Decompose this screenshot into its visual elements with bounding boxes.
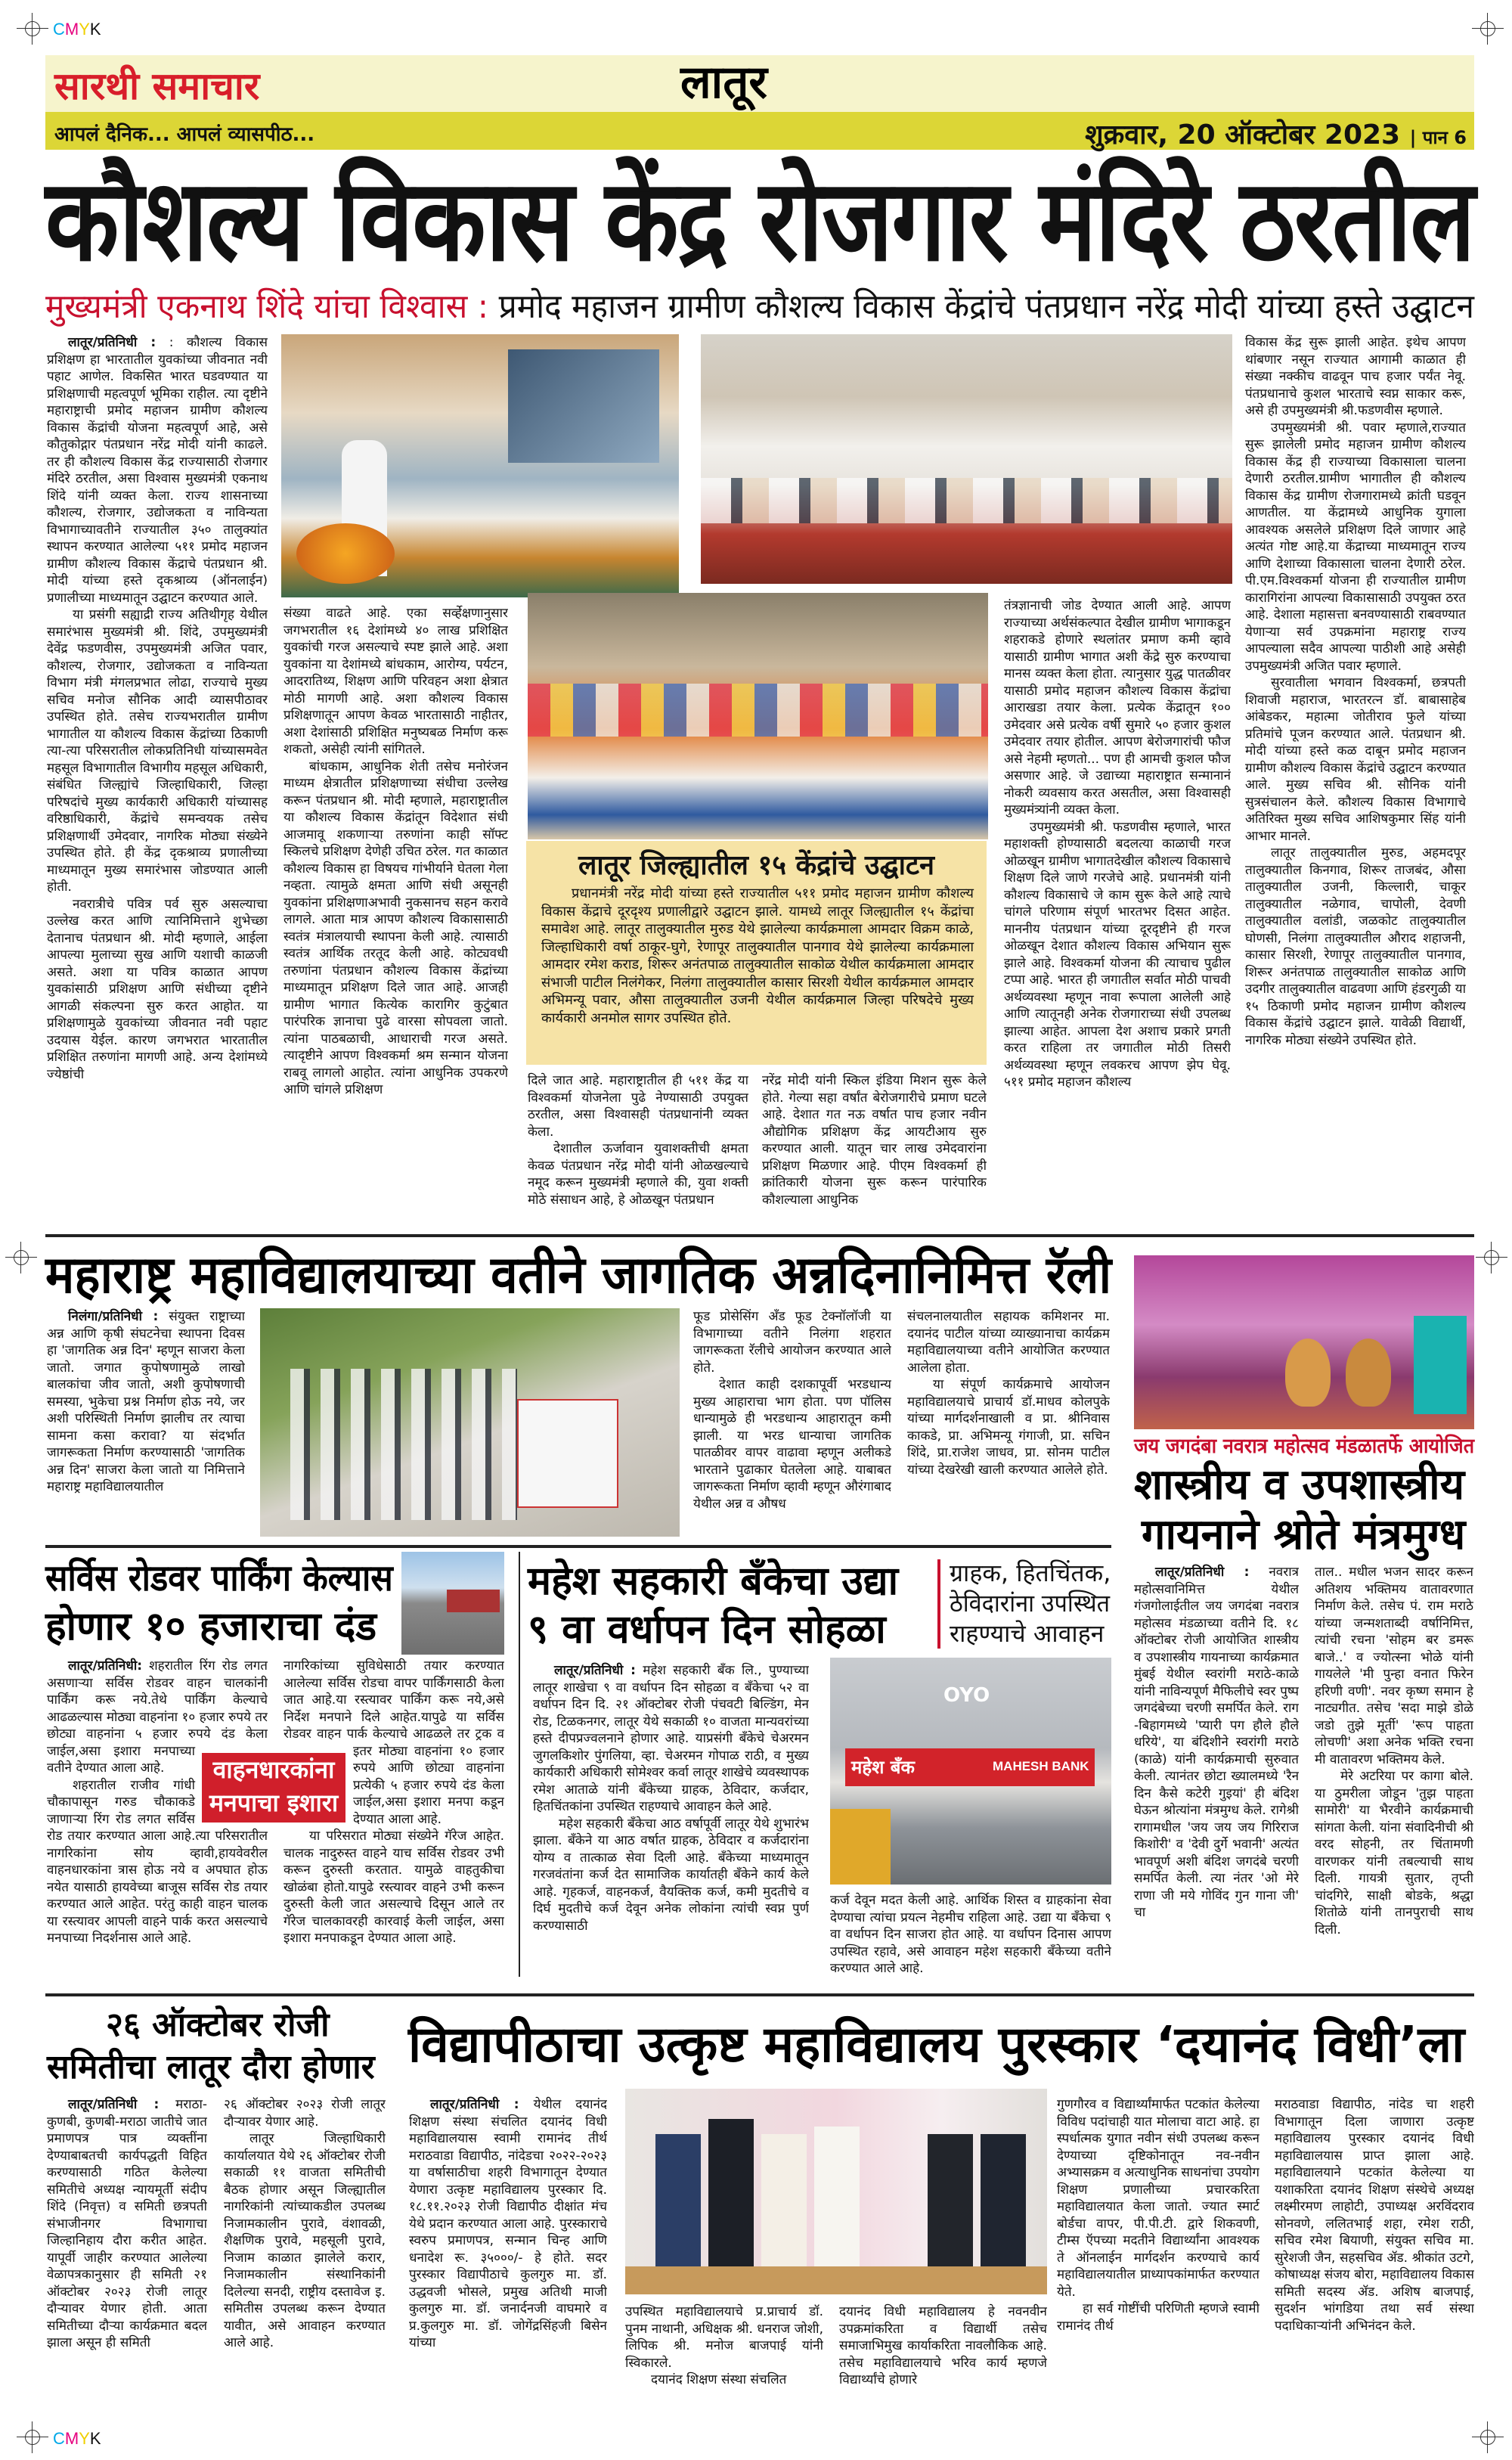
- photo-music-performance: [1134, 1255, 1474, 1429]
- paragraph: तंत्रज्ञानाची जोड देण्यात आली आहे. आपण राज्याच्या अर्थसंकल्पात देखील ग्रामीण भागाकडून शहराकडे होणारे स्थलांतर प्रमाण कमी व्हावे यासाठी ग्रामीण भागात अशी केंद्रे सुरु करण्याचा मानस व्यक्त केला होता. त्यानुसार युद्ध पातळीवर यासाठी प्रमोद महाजन कौशल्य विकास केंद्रांचा आराखडा तयार केला. प्रत्येक केंद्रातून १०० उमेदवार असे प्रत्येक वर्षी सुमारे ५० हजार कुशल उमेदवार तयार होतील. आपण बेरोजगारांची फौज असे नेहमी म्हणतो... पण ही आमची कुशल फौज असणार आहे. जे उद्याच्या महाराष्ट्रात सन्मानानं नोकरी व्यवसाय करत असतील, असा विश्वासही मुख्यमंत्र्यांनी व्यक्त केला.: [1004, 598, 1231, 817]
- main-story-column-4: [762, 1072, 987, 1227]
- byline: लातूर/प्रतिनिधी :: [68, 2097, 160, 2112]
- paragraph: नवरात्रीचे पवित्र पर्व सुरु असल्याचा उल्लेख करत आणि त्यानिमित्ताने शुभेच्छा देतानाच पंतप्रधान श्री. मोदी म्हणाले, आईला आपल्या मुलाच्या सुख आणि यशाची काळजी असते. अशा या पवित्र काळात आपण युवकांसाठी प्रशिक्षण आणि संधीच्या दृष्टीने आगळी संकल्पना सुरु करत आहोत. या प्रशिक्षणामुळे युवकांच्या जीवनात नवी पहाट उदयास येईल. कारण जगभरात भारतातील प्रशिक्षित तरुणांना मागणी आहे. अन्य देशांमध्ये ज्येष्ठांची: [47, 896, 268, 1082]
- page-number: | पान 6: [1409, 127, 1467, 148]
- registration-mark-icon: [23, 19, 42, 39]
- registration-mark-icon: [1478, 2427, 1498, 2447]
- newspaper-logo: सारथी समाचार: [54, 64, 260, 108]
- rally-column-2: [693, 1308, 891, 1539]
- music-headline-line-2: गायनाने श्रोते मंत्रमुग्ध: [1142, 1510, 1466, 1559]
- paragraph: उपस्थित महाविद्यालयाचे प्र.प्राचार्य डॉ. पुनम नाथानी, अधिक्षक श्री. धनराज जोशी, लिपिक श्री. मनोज बाजपाई यांनी स्विकारले.: [625, 2304, 823, 2371]
- parking-headline-line-1: सर्विस रोडवर पार्किंग केल्यास: [45, 1557, 393, 1599]
- photo-sign-oyo: OYO: [943, 1684, 990, 1707]
- paragraph: या परिसरात मोठ्या संख्येने गॅरेज आहेत. चालक नादुरुस्त वाहने याच सर्विस रोडवर उभी करून दुरुस्ती करतात. यामुळे वाहतुकीचा खोळंबा होतो.यापुढे रस्त्यावर वाहने उभी करून दुरुस्ती केली जात असल्याचे दिसून आले तर गॅरेज चालकावरही कारवाई केली जाईल, असा इशारा मनपाकडून देण्यात आला आहे.: [284, 1829, 504, 1946]
- cmyk-m: M: [64, 20, 79, 39]
- paragraph: फूड प्रोसेसिंग अँड फूड टेक्नॉलॉजी या विभागाच्या वतीने निलंगा शहरात जागरूकता रॅलीचे आयोजन करण्यात आले होते.: [693, 1309, 891, 1376]
- byline: लातूर/प्रतिनिधी :: [68, 335, 156, 350]
- section-divider: [45, 1234, 1474, 1237]
- samiti-headline-line-2: समितीचा लातूर दौरा होणार: [47, 2048, 375, 2086]
- registration-mark-icon: [23, 2427, 42, 2447]
- callout-line-2: मनपाचा इशारा: [209, 1788, 339, 1817]
- paragraph: मराठवाडा विद्यापीठ, नांदेड चा शहरी विभागातून दिला जाणारा उत्कृष्ट महाविद्यालय पुरस्कार दयानंद विधी महाविद्यालयास प्राप्त झाला आहे. महाविद्यालयाने पटकांत केलेल्या या यशाकरिता दयानंद शिक्षण संस्थेचे अध्यक्ष लक्ष्मीरमण लाहोटी, उपाध्यक्ष अरविंदराव सोनवणे, ललितभाई शहा, रमेश राठी, सचिव रमेश बियाणी, संयुक्त सचिव मा. सुरेशजी जैन, सहसचिव ॲड. श्रीकांत उटगे, कोषाध्यक्ष संजय बोरा, महाविद्यालय विकास समिती सदस्य ॲड. अशिष बाजपाई, सुदर्शन भांगडिया तथा सर्व संस्था पदाधिकाऱ्यांनी अभिनंदन केले.: [1275, 2097, 1474, 2334]
- music-column-2: [1315, 1564, 1473, 1980]
- paragraph: सुरवातीला भगवान विश्वकर्मा, छत्रपती शिवाजी महाराज, भारतरत्न डॉ. बाबासाहेब आंबेडकर, महात्मा जोतीराव फुले यांच्या प्रतिमांचे पूजन करण्यात आले. पंतप्रधान श्री. मोदी यांच्या हस्ते कळ दाबून प्रमोद महाजन ग्रामीण कौशल्य विकास केंद्रांचे उद्घाटन करण्यात आले. मुख्य सचिव श्री. सौनिक यांनी सुत्रसंचालन केले. कौशल्य विकास विभागाचे अतिरिक्त मुख्य सचिव आशिषकुमार सिंह यांनी आभार मानले.: [1245, 675, 1466, 844]
- cmyk-k: K: [89, 2429, 101, 2448]
- dayanand-headline: विद्यापीठाचा उत्कृष्ट महाविद्यालय पुरस्कार ‘दयानंद विधी’ला: [408, 2015, 1465, 2074]
- paragraph: नागरिकांच्या सुविधेसाठी तयार करण्यात आलेल्या सर्विस रोडचा वापर पार्किंगसाठी केला जात आहे.या रस्त्यावर पार्किंग करू नये,असे निर्देश मनपाने दिले आहेत.यापुढे या सर्विस रोडवर वाहन पार्क केल्याचे आढळले तर ट्रक व इतर मोठ्या वाहनांना १० हजार रुपये आणि छोट्या वाहनांना प्रत्येकी ५ हजार रुपये दंड केला जाईल,असा इशारा मनपा कडून देण्यात आला आहे.: [284, 1658, 504, 1827]
- registration-mark-icon: [1482, 1248, 1501, 1267]
- cmyk-y: Y: [79, 20, 90, 39]
- bank-signboard: [845, 1748, 1095, 1786]
- main-story-column-6: [1245, 334, 1466, 1227]
- paragraph: महेश सहकारी बँकेचा आठ वर्षापूर्वी लातूर येथे शुभारंभ झाला. बँकेने या आठ वर्षात ग्राहक, ठेविदार व कर्जदारांना योग्य व तात्काळ सेवा दिली आहे. बँकेच्या माध्यमातून गरजवंतांना कर्ज देत सामाजिक कार्यातही बँकेने कार्य केले आहे. गृहकर्ज, वाहनकर्ज, वैयक्तिक कर्ज, कमी मुदतीचे व दिर्घ मुदतीचे कर्ज देवून अनेक लोकांना त्यांची स्वप्न पुर्ण करण्यासाठी: [533, 1816, 809, 1934]
- highlight-box-text: प्रधानमंत्री नरेंद्र मोदी यांच्या हस्ते राज्यातील ५११ प्रमोद महाजन ग्रामीण कौशल्य विकास केंद्राचे दूरदृश्य प्रणालीद्वारे उद्घाटन झाले. यामध्ये लातूर जिल्ह्यातील १५ केंद्रांचा समावेश आहे. लातूर तालुक्यातील मुरुड येथे झालेल्या कार्यक्रमाला आमदार विक्रम काळे, जिल्हाधिकारी वर्षा ठाकूर-घुगे, रेणापूर तालुक्यातील पानगाव येथे झालेल्या कार्यक्रमाला आमदार रमेश कराड, शिरूर अनंतपाळ तालुक्यातील साकोळ येथील कार्यक्रमाला आमदार संभाजी पाटील निलंगेकर, निलंगा तालुक्यातील कासार सिरशी येथील कार्यक्रमाल आमदार अभिमन्यू पवार, औसा तालुक्यातील उजनी येथील कार्यक्रमाल जिल्हा परिषदेचे मुख्य कार्यकारी अनमोल सागर उपस्थित होते.: [541, 886, 974, 1026]
- photo-mahesh-bank-building: [830, 1658, 1111, 1885]
- paragraph: ताल.. मधील भजन सादर करून अतिशय भक्तिमय वातावरणात निर्माण केले. तसेच पं. राम मराठे यांच्या जन्मशताब्दी वर्षानिमित्त, त्यांची रचना 'सोहम बर डमरू बाजे..' व ज्योत्स्ना भोळे यांनी गायलेले 'मी पुन्हा वनात फिरेन हरिणी वणी'. नवर कृष्ण समान हे नाट्यगीत. तसेच 'सदा माझे डोळे जडो तुझे मूर्ती' 'रूप पाहता लोचणी' अशा अनेक भक्ति रचना मी वातावरण भक्तिमय केले.: [1315, 1565, 1473, 1767]
- bank-headline-line-2: ९ वा वर्धापन दिन सोहळा: [528, 1607, 886, 1652]
- paragraph: देशातील ऊर्जावान युवाशक्तीची क्षमता केवळ पंतप्रधान नरेंद्र मोदी यांनी ओळखल्याचे नमूद करून मुख्यमंत्री म्हणाले की, युवा शक्ती मोठे संसाधन आहे, हे ओळखून पंतप्रधान: [528, 1141, 748, 1208]
- photo-award-ceremony: [625, 2089, 1047, 2294]
- paragraph: हा सर्व गोष्टींची परिणिती म्हणजे स्वामी रामानंद तीर्थ: [1057, 2301, 1259, 2334]
- registration-mark-icon: [1478, 19, 1498, 39]
- subhead-text: प्रमोद महाजन ग्रामीण कौशल्य विकास केंद्रांचे पंतप्रधान नरेंद्र मोदी यांच्या हस्ते उद्घाटन: [488, 287, 1474, 326]
- photo-audience-hall: [701, 334, 1232, 584]
- paragraph: बांधकाम, आधुनिक शेती तसेच मनोरंजन माध्यम क्षेत्रातील प्रशिक्षणाच्या संधीचा उल्लेख करून पंतप्रधान श्री. मोदी म्हणाले, महाराष्ट्रातील या कौशल्य विकास केंद्रांतून विदेशात संधी आजमावू शकणाऱ्या तरुणांना काही सॉफ्ट स्किलचे प्रशिक्षण देणेही उचित ठरेल. गत काळात कौशल्य विकास हा विषयच गांभीर्याने घेतला गेला नव्हता. त्यामुळे क्षमता आणि संधी असूनही युवकांना प्रशिक्षणाअभावी नुकसानच सहन करावे लागले. आता मात्र आपण कौशल्य विकासासाठी स्वतंत्र मंत्रालयाची स्थापना केली आहे. त्यासाठी स्वतंत्र आर्थिक तरतूद केली आहे. कोट्यवधी तरुणांना पंतप्रधान कौशल्य विकास केंद्रांच्या माध्यमातून प्रशिक्षण दिले जात आहे. आजही ग्रामीण भागात कित्येक कारागिर कुटुंबात पारंपरिक ज्ञानाचा पुढे वारसा सोपवला जातो. त्यांना पाठबळाची, आधाराची गरज असते. त्यादृष्टीने आपण विश्वकर्मा श्रम सन्मान योजना राबवू लागलो आहोत. त्यांना आधुनिक उपकरणे आणि चांगले प्रशिक्षण: [284, 758, 508, 1097]
- paragraph: [1134, 1564, 1299, 1922]
- photo-service-road: [401, 1552, 504, 1655]
- paragraph: दयानंद विधी महाविद्यालय हे नवनवीन उपक्रमांकरिता व विद्यार्थी तसेच समाजाभिमुख कार्याकरिता नावलौकिक आहे. तसेच महाविद्यालयाचे भरिव कार्य म्हणजे विद्यार्थ्यांचे होणारे: [839, 2304, 1047, 2387]
- cmyk-mark: [53, 20, 101, 39]
- bank-column-1: [533, 1662, 809, 1978]
- highlight-box-title: लातूर जिल्ह्यातील १५ केंद्रांचे उद्घाटन: [578, 850, 935, 881]
- paragraph-text: मराठा-कुणबी, कुणबी-मराठा जातीचे जात प्रमाणपत्र पात्र व्यक्तींना देण्याबाबतची कार्यपद्धती विहित करण्यासाठी गठित केलेल्या समितीचे अध्यक्ष न्यायमूर्ती संदीप शिंदे (निवृत्त) व समिती छत्रपती संभाजीनगर विभागाचा जिल्हानिहाय दौरा करीत आहेत. यापूर्वी जाहीर करण्यात आलेल्या वेळापत्रकानुसार ही समिती २१ ऑक्टोबर २०२३ रोजी लातूर दौऱ्यावर येणार होती. आता समितीच्या दौऱ्या कार्यक्रमात बदल झाला असून ही समिती: [47, 2097, 207, 2350]
- rally-column-1: [47, 1308, 245, 1539]
- paragraph: [47, 1308, 245, 1496]
- photo-rally: [260, 1308, 680, 1537]
- main-subheadline: [45, 287, 1474, 327]
- paragraph: लातूर जिल्हाधिकारी कार्यालयात येथे २६ ऑक्टोबर रोजी सकाळी ११ वाजता समितीची बैठक होणार असून जिल्ह्यातील नागरिकांनी त्यांच्याकडील उपलब्ध निजामकालीन पुरावे, वंशावळी, शैक्षणिक पुरावे, महसूली पुरावे, निजाम काळात झालेले करार, निजामकालीन संस्थानिकांनी दिलेल्या सनदी, राष्ट्रीय दस्तावेज इ. समितीस उपलब्ध करून देण्यात यावीत, असे आवाहन करण्यात आले आहे.: [224, 2131, 386, 2350]
- paragraph: [47, 334, 268, 606]
- samiti-headline-line-1: २६ ऑक्टोबर रोजी: [106, 2006, 330, 2044]
- byline: लातूर/प्रतिनिधी :: [554, 1663, 636, 1678]
- dayanand-column-4: [1057, 2096, 1259, 2399]
- cmyk-c: C: [53, 2429, 65, 2448]
- paragraph: उपमुख्यमंत्री श्री. फडणवीस म्हणाले, भारत महाशक्ती होण्यासाठी बदलत्या काळाची गरज ओळखून ग्रामीण भागातदेखील कौशल्य विकासाचे शिक्षण दिले जाणे गरजेचे आहे. प्रधानमंत्री यांनी कौशल्य विकासाचे जे काम सुरू केले आहे त्याचे चांगले परिणाम संपूर्ण भारतभर दिसत आहेत. माननीय पंतप्रधान यांच्या दूरदृष्टीने ही गरज ओळखून देशात कौशल्य विकास अभियान सुरू झाले आहे. विश्वकर्मा योजना की त्याचाच पुढील टप्पा आहे. भारत ही जगातील सर्वात मोठी पाचवी अर्थव्यवस्था म्हणून नावा रूपाला आलेली आहे आणि त्यातूनही अनेक रोजगाराच्या संधी उपलब्ध झाल्या आहेत. आपला देश अशाच प्रकारे प्रगती करत राहिला तर जगातील मोठी तिसरी अर्थव्यवस्था म्हणून लवकरच आपण झेप घेवू. ५११ प्रमोद महाजन कौशल्य: [1004, 819, 1231, 1090]
- main-story-column-1: [47, 334, 268, 1227]
- byline: लातूर/प्रतिनिधी:: [68, 1658, 143, 1674]
- paragraph-text: नवरात्र महोत्सवानिमित्त येथील गंजगोलाईतील जय जगदंबा नवरात्र महोत्सव मंडळाच्या वतीने दि. १८ ऑक्टोबर रोजी आयोजित शास्त्रीय व उपशास्त्रीय गायनाच्या कार्यक्रमात मुंबई येथील स्वरांगी मराठे-काळे यांनी नाविन्यपूर्ण मैफिलीचे स्वर पुष्प जगदंबेच्या चरणी समर्पित केले. राग -बिहागमध्ये 'प्यारी पग हौले हौले धरिये', या बंदिशीने स्वरांगी मराठे (काळे) यांनी कार्यक्रमाची सुरुवात केली. त्यानंतर छोटा ख्यालमध्ये 'रैन दिन कैसे कटेरी गुइयां' ही बंदिश घेऊन श्रोत्यांना मंत्रमुग्ध केले. रागेश्री रागामधील 'जय जय जय गिरिराज किशोरी' व 'देवी दुर्गे भवानी' अत्यंत भावपूर्ण अशी बंदिश जगदंबे चरणी समर्पित केली. त्या नंतर 'ओ मेरे राणा जी मये गोविंद गुन गाना जी' चा: [1134, 1565, 1299, 1920]
- paragraph-text: संयुक्त राष्ट्राच्या अन्न आणि कृषी संघटनेचा स्थापना दिवस हा 'जागतिक अन्न दिन' म्हणून साजरा केला जातो. जगात कुपोषणामुळे लाखो बालकांचा जीव जातो, अशी कुपोषणाची समस्या, भुकेचा प्रश्न निर्माण होऊ नये, जर अशी परिस्थिती निर्माण झालीच तर त्याचा सामना कसा करावा? या संदर्भात जागरूकता निर्माण करण्यासाठी 'जागतिक अन्न दिन' साजरा केला जातो या निमित्ताने महाराष्ट्र महाविद्यालयातील: [47, 1309, 245, 1494]
- tagline: आपलं दैनिक... आपलं व्यासपीठ...: [54, 123, 315, 146]
- highlight-box-body: [541, 885, 974, 1027]
- cmyk-c: C: [53, 20, 65, 39]
- column-divider: [519, 1552, 520, 1977]
- paragraph-text: : कौशल्य विकास प्रशिक्षण हा भारतातील युवकांच्या जीवनात नवी पहाट आणेल. विकसित भारत घडवण्यात या प्रशिक्षणाची महत्वपूर्ण भूमिका राहील. त्या दृष्टीने महाराष्ट्राची प्रमोद महाजन ग्रामीण कौशल्य विकास केंद्रांची योजना महत्वपूर्ण आहे, असे कौतुकोद्गार पंतप्रधान नरेंद्र मोदी यांनी काढले. तर ही कौशल्य विकास केंद्र राज्यासाठी रोजगार मंदिरे ठरतील, असा विश्वास मुख्यमंत्री एकनाथ शिंदे यांनी व्यक्त केला. राज्य शासनाच्या कौशल्य, रोजगार, उद्योजकता व नाविन्यता विभागाच्यावतीने राज्यातील ३५० तालुक्यांत स्थापन करण्यात आलेल्या ५११ प्रमोद महाजन ग्रामीण कौशल्य विकास केंद्राचे पंतप्रधान श्री. मोदी यांच्या हस्ते दृकश्राव्य (ऑनलाईन) प्रणालीच्या माध्यमातून उद्घाटन करण्यात आले.: [47, 335, 268, 606]
- music-column-1: [1134, 1564, 1299, 1980]
- paragraph: या संपूर्ण कार्यक्रमाचे आयोजन महाविद्यालयाचे प्राचार्य डॉ.माधव कोलपुके यांच्या मार्गदर्शनाखाली व प्रा. श्रीनिवास काकडे, प्रा. अभिमन्यू गंगाजी, प्रा. सचिन शिंदे, प्रा.राजेश जाधव, प्रा. सोनम पाटील यांच्या देखरेखी खाली करण्यात आलेले होते.: [907, 1377, 1110, 1478]
- main-story-column-3: [528, 1072, 748, 1227]
- cmyk-y: Y: [79, 2429, 90, 2448]
- paragraph: कर्ज देवून मदत केली आहे. आर्थिक शिस्त व ग्राहकांना सेवा देण्याचा त्यांचा प्रयत्न नेहमीच राहिला आहे. उद्या या बँकेचा ९ वा वर्धापन दिन साजरा होत आहे. या वर्धापन दिनास आपण उपस्थित रहावे, असे आवाहन महेश सहकारी बँकेच्या वतीने करण्यात आले आहे.: [830, 1893, 1111, 1976]
- byline: लातूर/प्रतिनिधी :: [1155, 1565, 1250, 1580]
- paragraph-text: महेश सहकारी बँक लि., पुण्याच्या लातूर शाखेचा ९ वा वर्धापन दिन सोहळा व बँकेचा ५२ वा वर्धापन दिन दि. २१ ऑक्टोबर रोजी पंचवटी बिल्डिंग, मेन रोड, टिळकनगर, लातूर येथे सकाळी १० वाजता मान्यवरांच्या हस्ते दीपप्रज्वलनाने होणार आहे. याप्रसंगी बँकेचे चेअरमन जुगलकिशोर पुंगलिया, व्हा. चेअरमन गोपाळ राठी, व मुख्य कार्यकारी अधिकारी सोमेश्वर कर्वा लातूर शाखेचे व्यवस्थापक रमेश आताळे यांनी बँकेच्या ग्राहक, ठेविदार, कर्जदार, हितचिंतकांना उपस्थित राहण्याचे आवाहन केले आहे.: [533, 1663, 809, 1814]
- paragraph: [533, 1662, 809, 1816]
- paragraph: या प्रसंगी सह्याद्री राज्य अतिथीगृह येथील समारंभास मुख्यमंत्री श्री. शिंदे, उपमुख्यमंत्री देवेंद्र फडणवीस, उपमुख्यमंत्री अजित पवार, कौशल्य, रोजगार, उद्योजकता व नाविन्यता विभाग मंत्री मंगलप्रभात लोढा, राज्याचे मुख्य सचिव मनोज सौनिक आदी व्यासपीठावर उपस्थित होते. तसेच राज्यभरातील ग्रामीण भागातील या कौशल्य विकास केंद्रांच्या ठिकाणी त्या-त्या परिसरातील लोकप्रतिनिधी यांच्यासमवेत महसूल विभागातील विभागीय महसूल अधिकारी, संबंधित जिल्ह्यांचे जिल्हाधिकारी, जिल्हा परिषदांचे मुख्य कार्यकारी अधिकारी यांच्यासह वरिष्ठाधिकारी, केंद्रांचे समन्वयक तसेच प्रशिक्षणार्थी उमेदवार, नागरिक मोठ्या संख्येने उपस्थित होते. ही केंद्र दृकश्राव्य प्रणालीच्या माध्यमातून मुख्य समारंभास जोडण्यात आली होती.: [47, 607, 268, 895]
- main-headline: कौशल्य विकास केंद्र रोजगार मंदिरे ठरतील: [45, 155, 1474, 287]
- side-line-2: ठेविदारांना उपस्थित: [950, 1589, 1111, 1618]
- main-story-column-5: [1004, 597, 1231, 1227]
- paragraph: २६ ऑक्टोबर २०२३ रोजी लातूर दौऱ्यावर येणार आहे.: [224, 2097, 386, 2130]
- rally-column-3: [907, 1308, 1110, 1539]
- music-headline-line-1: शास्त्रीय व उपशास्त्रीय: [1134, 1460, 1465, 1509]
- photo-audience-women: [528, 593, 988, 839]
- rally-headline: महाराष्ट्र महाविद्यालयाच्या वतीने जागतिक अन्नदिनानिमित्त रॅली: [45, 1246, 1112, 1305]
- section-divider: [45, 1993, 1474, 1996]
- paragraph: नरेंद्र मोदी यांनी स्किल इंडिया मिशन सुरू केले होते. गेल्या सहा वर्षांत बेरोजगारीचे प्रमाण घटले आहे. देशात गत नऊ वर्षात पाच हजार नवीन औद्योगिक प्रशिक्षण केंद्र आयटीआय सुरु करण्यात आली. यातून चार लाख उमेदवारांना प्रशिक्षण मिळणार आहे. पीएम विश्वकर्मा ही क्रांतिकारी योजना सुरू करून पारंपारिक कौशल्याला आधुनिक: [762, 1073, 987, 1208]
- paragraph: उपमुख्यमंत्री श्री. पवार म्हणाले,राज्यात सुरू झालेली प्रमोद महाजन ग्रामीण कौशल्य विकास केंद्र ही राज्याच्या विकासाला चालना देणारी ठरतील.ग्रामीण भागातील ही कौशल्य विकास केंद्र ग्रामीण रोजगारामध्ये क्रांती घडवून आणतील. या केंद्रामध्ये आधुनिक युगाला आवश्यक असलेले प्रशिक्षण दिले जाणार आहे अत्यंत गोष्ट आहे.या केंद्राच्या माध्यमातून राज्य आणि देशाच्या विकासाला चालना देणारी ठरेल. पी.एम.विश्वकर्मा योजना ही राज्यातील ग्रामीण कारागिरांना आपल्या विकासासाठी उपयुक्त ठरत आहे. देशाला महासत्ता बनवण्यासाठी राबवण्यात येणाऱ्या सर्व उपक्रमांना महाराष्ट्र राज्य आपल्याला सदैव आपल्या पाठीशी आहे असेही उपमुख्यमंत्री अजित पवार म्हणाले.: [1245, 420, 1466, 674]
- paragraph: [409, 2096, 607, 2352]
- dateline: [983, 115, 1467, 152]
- dayanand-column-2: [625, 2303, 823, 2399]
- parking-callout: [202, 1753, 345, 1823]
- paragraph: संचलनालयातील सहायक कमिशनर मा. दयानंद पाटील यांच्या व्याख्यानाचा कार्यक्रम महाविद्यालयाच्या वतीने आयोजित करण्यात आलेला होता.: [907, 1309, 1110, 1376]
- bank-headline-line-1: महेश सहकारी बँकेचा उद्या: [528, 1559, 899, 1604]
- sign-marathi: महेश बँक: [851, 1757, 915, 1778]
- paragraph: दिले जात आहे. महाराष्ट्रातील ही ५११ केंद्र या विश्वकर्मा योजनेला पुढे नेण्यासाठी उपयुक्त ठरतील, असा विश्वासही पंतप्रधानांनी व्यक्त केला.: [528, 1073, 748, 1140]
- parking-headline-line-2: होणार १० हजाराचा दंड: [45, 1604, 377, 1649]
- paragraph-text: शहरातील रिंग रोड लगत असणाऱ्या सर्विस रोडवर वाहन चालकांनी पार्किंग करू नये.तेथे पार्किंग केल्याचे आढळल्यास मोठ्या वाहनांना १० हजार रुपये तर छोट्या वाहनांना ५ हजार रुपये दंड केला जाईल,असा इशारा मनपाच्या वतीने देण्यात आला आहे.: [47, 1658, 268, 1776]
- registration-mark-icon: [11, 1248, 31, 1267]
- subhead-red: मुख्यमंत्री एकनाथ शिंदे यांचा विश्वास :: [45, 287, 489, 326]
- byline: लातूर/प्रतिनिधी :: [430, 2097, 519, 2112]
- cmyk-m: M: [64, 2429, 79, 2448]
- sign-english: MAHESH BANK: [993, 1759, 1089, 1773]
- dayanand-column-1: [409, 2096, 607, 2399]
- music-kicker: जय जगदंबा नवरात्र महोत्सव मंडळातर्फे आयोजित: [1134, 1435, 1475, 1458]
- paragraph: गुणगौरव व विद्यार्थ्यांमार्फत पटकांत केलेल्या विविध पदांचाही यात मोलाचा वाटा आहे. हा स्पर्धात्मक युगात नवीन संधी उपलब्ध करून देण्याच्या दृष्टिकोनातून नव-नवीन अभ्यासक्रम व अत्याधुनिक साधनांचा उपयोग शिक्षण प्रणालीच्या प्रचारकरिता महाविद्यालयात केला जातो. ज्यात स्मार्ट बोर्डचा वापर, पी.पी.टी. द्वारे शिकवणी, टीम्स ऍपच्या मदतीने विद्यार्थ्यांना आवश्यक ते ऑनलाईन मार्गदर्शन करण्याचे कार्य महाविद्यालयातील प्राध्यापकांमार्फत करण्यात येते.: [1057, 2097, 1259, 2300]
- samiti-column-1: [47, 2096, 207, 2399]
- paragraph: लातूर तालुक्यातील मुरुड, अहमदपूर तालुक्यातील किनगाव, शिरूर ताजबंद, औसा तालुक्यातील उजनी, किल्लारी, चाकूर तालुक्यातील नळेगाव, चापोली, देवणी तालुक्यातील वलांडी, जळकोट तालुक्यातील घोणसी, निलंगा तालुक्यातील औराद शहाजनी, कासार सिरशी, रेणापूर तालुक्यातील पानगाव, शिरूर अनंतपाळ तालुक्यातील साकोळ आणि उदगीर तालुक्यातील वाढवणा आणि हंडरगुळी या १५ ठिकाणी प्रमोद महाजन ग्रामीण कौशल्य विकास केंद्रांचे उद्घाटन झाले. यावेळी विद्यार्थी, नागरिक मोठ्या संख्येने उपस्थित होते.: [1245, 845, 1466, 1048]
- dayanand-column-5: [1275, 2096, 1474, 2399]
- section-divider: [45, 1545, 1111, 1548]
- byline: निलंगा/प्रतिनिधी :: [68, 1309, 159, 1324]
- paragraph: विकास केंद्र सुरू झाली आहेत. इथेच आपण थांबणार नसून राज्यात आगामी काळात ही संख्या नक्कीच वाढवून पाच हजार पर्यंत नेवू. पंतप्रधानाचे कुशल भारताचे स्वप्न साकार करू, असे ही उपमुख्यमंत्री श्री.फडणवीस म्हणाले.: [1245, 335, 1466, 418]
- paragraph: दयानंद शिक्षण संस्था संचलित: [651, 2372, 787, 2387]
- main-story-column-2: [284, 605, 508, 1227]
- paragraph: शहरातील राजीव गांधी चौकापासून गरुड चौकाकडे जाणाऱ्या रिंग रोड लगत सर्विस रोड तयार करण्यात आला आहे.त्या परिसरातील नागरिकांना सोय व्हावी,हायवेवरील वाहनधारकांना त्रास होऊ नये व अपघात होऊ नयेत यासाठी हायवेच्या बाजूस सर्विस रोड तयार करण्यात आले आहेत. परंतु काही वाहन चालक या रस्त्यावर आपली वाहने पार्क करत असल्याचे मनपाच्या निदर्शनास आले आहे.: [47, 1777, 268, 1946]
- paragraph: देशात काही दशकापूर्वी भरडधान्य मुख्य आहाराचा भाग होता. पण पॉलिस धान्यामुळे ही भरडधान्य आहारातून कमी झाली. या भरड धान्याचा जागतिक पातळीवर वापर वाढावा म्हणून अलीकडे भारताने पुढाकार घेतलेला आहे. याबाबत जागरूकता निर्माण व्हावी म्हणून औरंगाबाद येथील अन्न व औषध: [693, 1377, 891, 1512]
- cmyk-k: K: [89, 20, 101, 39]
- cmyk-mark: [53, 2429, 101, 2449]
- side-line-1: ग्राहक, हितचिंतक,: [950, 1559, 1111, 1587]
- bank-column-2: [830, 1892, 1111, 1979]
- bank-side-deck: [950, 1558, 1110, 1649]
- side-line-3: राहण्याचे आवाहन: [950, 1619, 1105, 1648]
- paragraph: [47, 2096, 207, 2352]
- edition-name: लातूर: [680, 56, 767, 109]
- callout-line-1: वाहनधारकांना: [212, 1755, 335, 1784]
- date: शुक्रवार, 20 ऑक्टोबर 2023: [1085, 119, 1401, 150]
- photo-stage-dignitaries: [281, 334, 679, 597]
- paragraph: मेरे अटरिया पर कागा बोले. या ठुमरीला जोडून 'तुझ पाहता सामोरी' या भैरवीने कार्यक्रमाची सांगता केली. यांना संवादिनीची श्री वरद सोहनी, तर चिंतामणी वारणकर यांनी तबल्याची साथ दिली. गायत्री सुतार, तृप्ती चांदगिरे, साक्षी बोडके, श्रद्धा शितोळे यांनी तानपुराची साथ दिली.: [1315, 1769, 1473, 1937]
- samiti-column-2: [224, 2096, 386, 2399]
- paragraph: संख्या वाढते आहे. एका सर्व्हेक्षणानुसार जगभरातील १६ देशांमध्ये ४० लाख प्रशिक्षित युवकांची गरज असल्याचे स्पष्ट झाले आहे. अशा युवकांना या देशांमध्ये बांधकाम, आरोग्य, पर्यटन, आदरातिथ्य, शिक्षण आणि परिवहन अशा क्षेत्रात मोठी मागणी आहे. अशा कौशल्य विकास प्रशिक्षणातून आपण केवळ भारतासाठी नाहीतर, अशा देशांसाठी प्रशिक्षित मनुष्यबळ निर्माण करू शकतो, असेही त्यांनी सांगितले.: [284, 606, 508, 757]
- bank-side-rule: [937, 1559, 940, 1649]
- dayanand-column-3: [839, 2303, 1047, 2399]
- paragraph-text: येथील दयानंद शिक्षण संस्था संचलित दयानंद विधी महाविद्यालयास स्वामी रामानंद तीर्थ मराठवाडा विद्यापीठ, नांदेडचा २०२२-२०२३ या वर्षासाठीचा शहरी विभागातून देण्यात येणारा उत्कृष्ट महाविद्यालय पुरस्कार दि. १८.११.२०२३ रोजी विद्यापीठ दीक्षांत मंच येथे प्रदान करण्यात आला आहे. पुरस्काराचे स्वरुप प्रमाणपत्र, सन्मान चिन्ह आणि धनादेश रू. ३५०००/- हे होते. सदर पुरस्कार विद्यापीठाचे कुलगुरु मा. डॉ. उद्धवजी भोसले, प्रमुख अतिथी माजी कुलगुरु मा. डॉ. जनार्दनजी वाघमारे व प्र.कुलगुरु मा. डॉ. जोगेंद्रसिंहजी बिसेन यांच्या: [409, 2097, 607, 2350]
